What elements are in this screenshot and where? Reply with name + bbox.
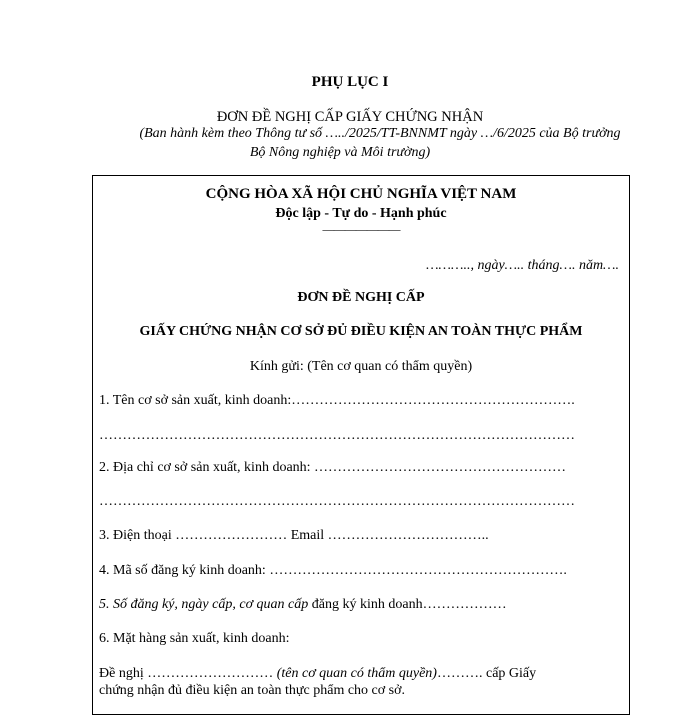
field-registration-code: 4. Mã số đăng ký kinh doanh: ………………………………………………………. [99,563,567,578]
request-authority-placeholder: (tên cơ quan có thẩm quyền) [276,666,437,681]
issued-note-line2: Bộ Nông nghiệp và Môi trường) [249,145,431,160]
motto-underline: ——————— [322,222,400,236]
document-subtitle: ĐƠN ĐỀ NGHỊ CẤP GIẤY CHỨNG NHẬN [216,109,484,125]
request-line1 [99,666,536,682]
field-business-address-continued: ………………………………………………………………………………………… [99,494,575,509]
issued-note-line1: (Ban hành kèm theo Thông tư số …../2025/TT-BNNMT ngày …/6/2025 của Bộ trưởng [139,126,621,141]
field-registration-details [99,597,507,613]
request-prefix: Đề nghị ……………………… [99,666,277,681]
registration-details-label: 5. Số đăng ký, ngày cấp, cơ quan cấp [99,597,309,612]
request-line2: chứng nhận đủ điều kiện an toàn thực phẩm cho cơ sở. [99,683,406,698]
appendix-title: PHỤ LỤC I [311,74,389,90]
recipient-line: Kính gửi: (Tên cơ quan có thẩm quyền) [249,359,473,374]
national-title: CỘNG HÒA XÃ HỘI CHỦ NGHĨA VIỆT NAM [205,186,517,202]
field-business-address: 2. Địa chỉ cơ sở sản xuất, kinh doanh: ……………………………………………… [99,460,567,475]
registration-details-rest: đăng ký kinh doanh……………… [308,597,507,612]
field-business-name: 1. Tên cơ sở sản xuất, kinh doanh:……………………………………………………. [99,393,575,408]
application-form-box [92,175,630,715]
date-line: ……….., ngày….. tháng…. năm…. [426,258,619,273]
request-suffix: ………. cấp Giấy [436,666,537,681]
national-motto: Độc lập - Tự do - Hạnh phúc [275,206,447,221]
field-phone-email: 3. Điện thoại …………………… Email …………………………….. [99,528,489,543]
field-products: 6. Mặt hàng sản xuất, kinh doanh: [99,631,290,646]
field-business-name-continued: ………………………………………………………………………………………… [99,428,575,443]
certificate-title: GIẤY CHỨNG NHẬN CƠ SỞ ĐỦ ĐIỀU KIỆN AN TOÀN THỰC PHẨM [139,324,583,339]
application-title: ĐƠN ĐỀ NGHỊ CẤP [297,290,425,305]
